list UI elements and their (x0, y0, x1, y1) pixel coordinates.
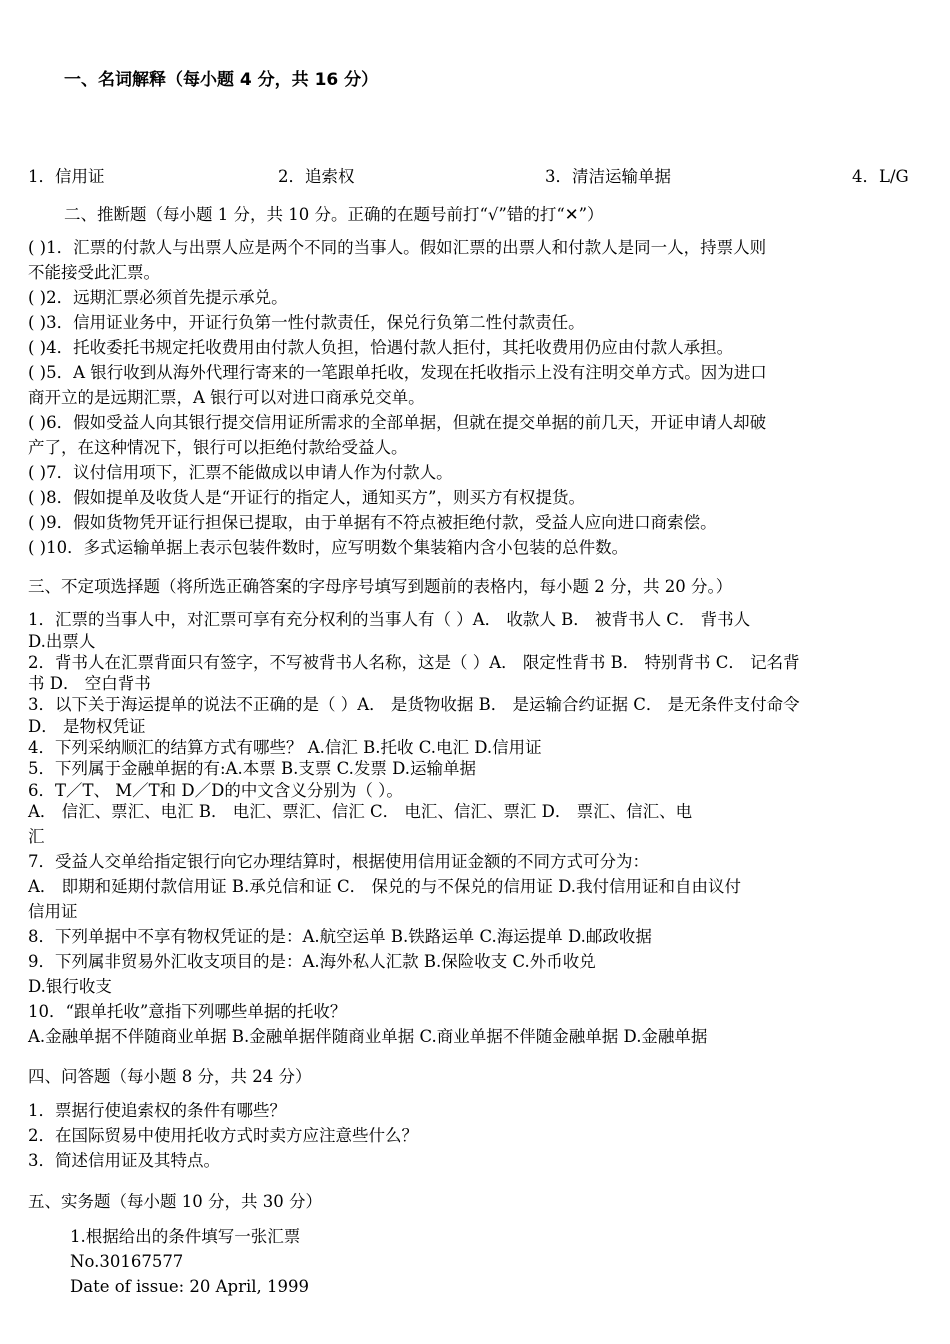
tf-question-2: ( )2．远期汇票必须首先提示承兑。 (28, 288, 288, 307)
tf-question-10: ( )10．多式运输单据上表示包装件数时，应写明数个集装箱内含小包装的总件数。 (28, 538, 629, 557)
qa-question-1: 1．票据行使追索权的条件有哪些？ (28, 1101, 286, 1120)
section-4-title: 四、问答题（每小题 8 分，共 24 分） (28, 1067, 312, 1086)
term-1: 1．信用证 (28, 167, 105, 186)
practice-line-1: 1.根据给出的条件填写一张汇票 (70, 1227, 301, 1246)
section-1-title: 一、名词解释（每小题 4 分，共 16 分） (64, 70, 379, 90)
mc-line-13: A． 即期和延期付款信用证 B.承兑信和证 C． 保兑的与不保兑的信用证 D.我付信用证和自由议付 (28, 877, 742, 896)
mc-line-4: 书 D． 空白背书 (28, 674, 151, 693)
mc-line-10: A． 信汇、票汇、电汇 B． 电汇、票汇、信汇 C． 电汇、信汇、票汇 D． 票汇、信汇、电 (28, 802, 693, 821)
mc-line-1: 1．汇票的当事人中，对汇票可享有充分权利的当事人有（ ）A． 收款人 B． 被背书人 C． 背书人 (28, 610, 751, 629)
term-4: 4．L/G (852, 167, 909, 186)
term-3: 3．清洁运输单据 (545, 167, 671, 186)
section-3-title: 三、不定项选择题（将所选正确答案的字母序号填写到题前的表格内，每小题 2 分，共 20 分。） (28, 577, 733, 596)
qa-question-2: 2．在国际贸易中使用托收方式时卖方应注意些什么？ (28, 1126, 418, 1145)
term-2: 2．追索权 (278, 167, 355, 186)
mc-line-16: 9．下列属非贸易外汇收支项目的是：A.海外私人汇款 B.保险收支 C.外币收兑 (28, 952, 596, 971)
mc-line-9: 6．T／T、 M／T和 D／D的中文含义分别为（ ）。 (28, 781, 403, 800)
tf-question-6-cont: 产了，在这种情况下，银行可以拒绝付款给受益人。 (28, 438, 408, 457)
mc-line-19: A.金融单据不伴随商业单据 B.金融单据伴随商业单据 C.商业单据不伴随金融单据 D.金融单据 (28, 1027, 708, 1046)
mc-line-3: 2．背书人在汇票背面只有签字，不写被背书人名称，这是（ ）A． 限定性背书 B． 特别背书 C． 记名背 (28, 653, 800, 672)
mc-line-2: D.出票人 (28, 632, 96, 651)
mc-line-17: D.银行收支 (28, 977, 112, 996)
tf-question-5-cont: 商开立的是远期汇票，A 银行可以对进口商承兑交单。 (28, 388, 425, 407)
tf-question-3: ( )3．信用证业务中，开证行负第一性付款责任，保兑行负第二性付款责任。 (28, 313, 585, 332)
mc-line-12: 7．受益人交单给指定银行向它办理结算时，根据使用信用证金额的不同方式可分为： (28, 852, 649, 871)
tf-question-9: ( )9．假如货物凭开证行担保已提取，由于单据有不符点被拒绝付款，受益人应向进口商索偿。 (28, 513, 717, 532)
section-2-title: 二、推断题（每小题 1 分，共 10 分。正确的在题号前打“√”错的打“✕”） (64, 205, 604, 224)
mc-line-11: 汇 (28, 827, 45, 846)
tf-question-4: ( )4．托收委托书规定托收费用由付款人负担，恰遇付款人拒付，其托收费用仍应由付款人承担。 (28, 338, 734, 357)
date-of-issue: Date of issue: 20 April, 1999 (70, 1277, 310, 1296)
mc-line-15: 8．下列单据中不享有物权凭证的是：A.航空运单 B.铁路运单 C.海运提单 D.邮政收据 (28, 927, 652, 946)
qa-question-3: 3．简述信用证及其特点。 (28, 1151, 220, 1170)
mc-line-5: 3．以下关于海运提单的说法不正确的是（ ）A． 是货物收据 B． 是运输合约证据 C． 是无条件支付命令 (28, 695, 800, 714)
mc-line-18: 10．“跟单托收”意指下列哪些单据的托收？ (28, 1002, 347, 1021)
mc-line-7: 4．下列采纳顺汇的结算方式有哪些？ A.信汇 B.托收 C.电汇 D.信用证 (28, 738, 542, 757)
tf-question-7: ( )7．议付信用项下，汇票不能做成以申请人作为付款人。 (28, 463, 453, 482)
section-5-title: 五、实务题（每小题 10 分，共 30 分） (28, 1192, 322, 1211)
tf-question-1: ( )1．汇票的付款人与出票人应是两个不同的当事人。假如汇票的出票人和付款人是同一人，持票人则 (28, 238, 767, 257)
mc-line-6: D． 是物权凭证 (28, 717, 146, 736)
tf-question-1-cont: 不能接受此汇票。 (28, 263, 160, 282)
tf-question-5: ( )5．A 银行收到从海外代理行寄来的一笔跟单托收，发现在托收指示上没有注明交单方式。因为进口 (28, 363, 767, 382)
mc-line-14: 信用证 (28, 902, 78, 921)
tf-question-8: ( )8．假如提单及收货人是“开证行的指定人，通知买方”，则买方有权提货。 (28, 488, 585, 507)
draft-number: No.30167577 (70, 1252, 184, 1271)
mc-line-8: 5．下列属于金融单据的有:A.本票 B.支票 C.发票 D.运输单据 (28, 759, 476, 778)
tf-question-6: ( )6．假如受益人向其银行提交信用证所需求的全部单据，但就在提交单据的前几天，开证申请人却破 (28, 413, 767, 432)
